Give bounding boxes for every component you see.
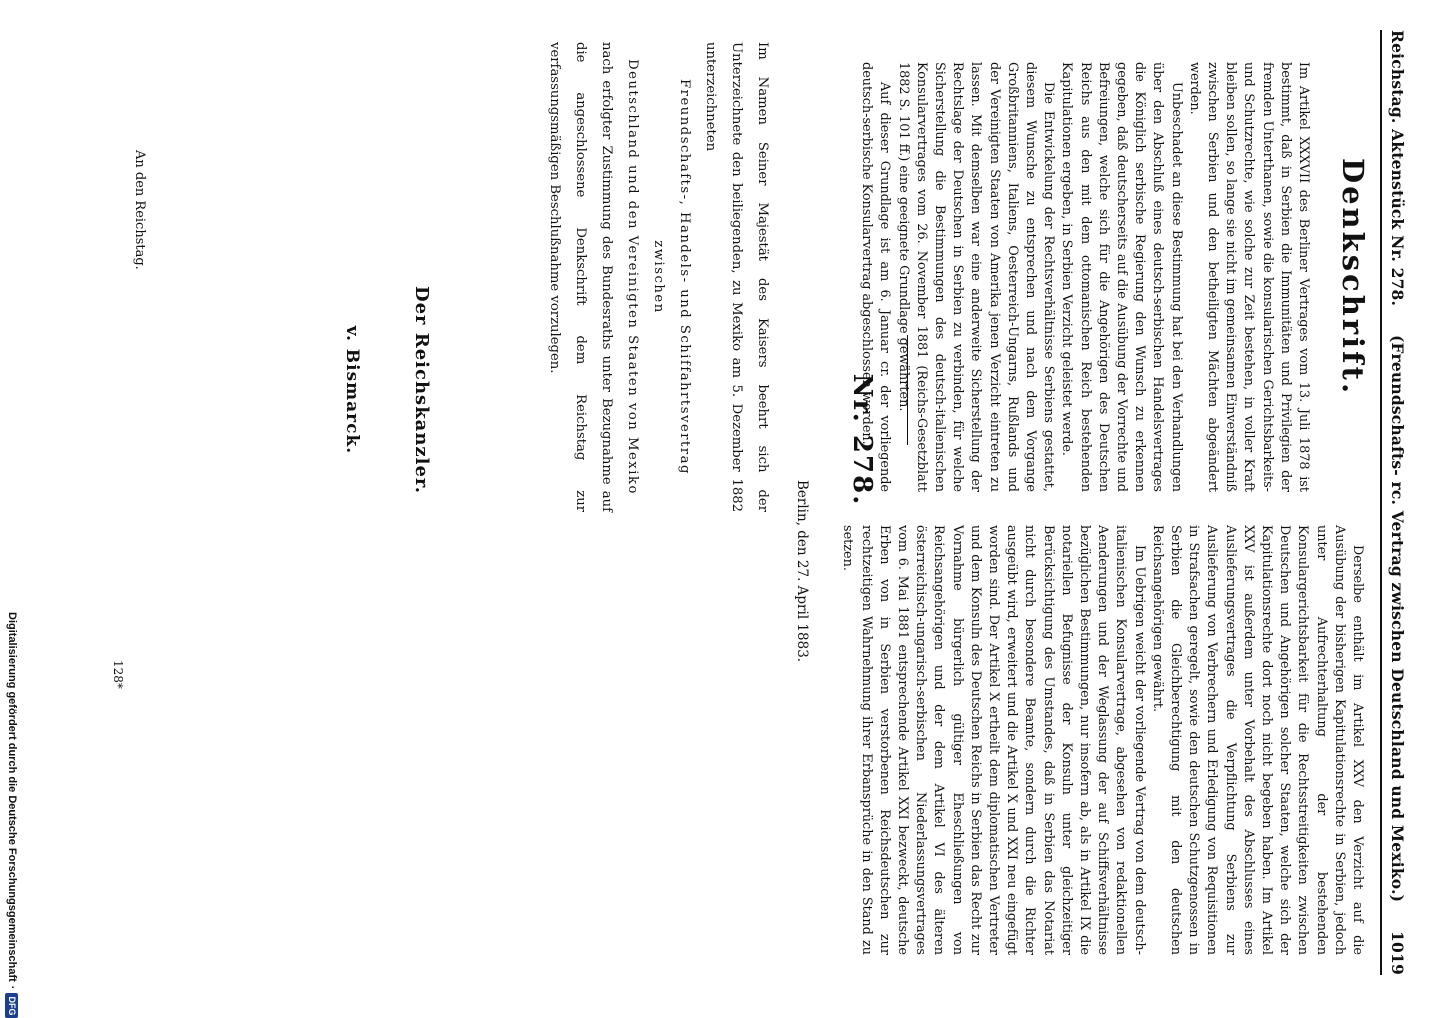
left-paragraph: Die Entwickelung der Rechtsverhältnisse Serbiens gestattet, diesem Wunsche zu entsprechen und nach dem Vorgange Großbritanniens, Italiens, Oesterreich-Ungarns, Rußlands und der Vereinigten Staaten von Amerika jenen Verzicht eintreten zu lassen. Mit demselben war eine anderweite Sicherstellung der Rechtslage der Deutschen in Serbien zu verbinden, für welche Sicherstellung die Bestimmungen des deutsch-italienischen Konsularvertrages vom 26. November 1881 (Reichs-Gesetzblatt 1882 S. 101 ff.) eine geeignete Grundlage gewährten. [895, 62, 1057, 492]
submission-intro: Im Namen Seiner Majestät des Kaisers beehrt sich der Unterzeichnete den beiliegenden, zu Mexiko am 5. Dezember 1882 unterzeichneten [703, 42, 770, 512]
right-paragraph: Im Uebrigen weicht der vorliegende Vertrag von dem deutsch-italienischen Konsularvertrage, abgesehen von redaktionellen Aenderungen und der Weglassung der auf Schiffsverhältnisse bezüglichen Bestimmungen, nur insofern ab, als in Artikel IX die notariellen Befugnisse der Konsuln unter gleichzeitiger Berücksichtigung des Umstandes, daß in Serbien das Notariat nicht durch besondere Beamte, sondern durch die Richter ausgeübt wird, erweitert und die Artikel X und XXI neu eingefügt worden sind. Der Artikel X ertheilt dem diplomatischen Vertreter und dem Konsuln des Deutschen Reichs in Serbien das Recht zur Vornahme bürgerlich gültiger Eheschließungen von Reichsangehörigen und der dem Artikel VI des älteren österreichisch-ungarisch-serbischen Niederlassungsvertrages vom 6. Mai 1881 entsprechende Artikel XXI bezweckt, deutsche Erben von in Serbien verstorbenen Reichsdeutschen zur rechtzeitigen Wahrnehmung ihrer Erbansprüche in den Stand zu setzen. [840, 525, 1147, 955]
treaty-title-line-2: Deutschland und den Vereinigten Staaten von Mexiko [625, 59, 640, 495]
treaty-title-line-1: Freundschafts-, Handels- und Schiffahrtsvertrag zwischen [651, 79, 692, 475]
submission-text [541, 42, 775, 512]
right-column [838, 525, 1366, 955]
credit-text-box [4, 612, 20, 1016]
header-right: (Freundschafts- rc. Vertrag zwischen Deutschland und Mexiko.) [1388, 334, 1408, 903]
header-rule [1380, 30, 1382, 975]
submission-rest: nach erfolgter Zustimmung des Bundesraths unter Bezugnahme auf die angeschlossene Denkschrift dem Reichstag zur verfassungsmäßigen Beschlußnahme vorzulegen. [547, 42, 614, 512]
addressee: An den Reichstag. [132, 150, 147, 270]
section-divider-rule [907, 335, 908, 445]
running-header [1378, 30, 1418, 975]
signature-office: Der Reichskanzler. [411, 285, 432, 495]
left-column [857, 62, 1312, 492]
left-paragraph: Auf dieser Grundlage ist am 6. Januar cr. der vorliegende deutsch-serbische Konsularvertrag abgeschlossen worden. [859, 62, 893, 492]
place-date: Berlin, den 27. April 1883. [794, 480, 810, 663]
header-left: Reichstag. Aktenstück Nr. 278. [1388, 30, 1408, 307]
right-paragraph: Derselbe enthält im Artikel XXV den Verzicht auf die Ausübung der bisherigen Kapitulationsrechte in Serbien, jedoch unter Aufrechterhaltung der bestehenden Konsulargerichtsbarkeit für die Rechtsstreitigkeiten zwischen Deutschen und Angehörigen solcher Staaten, welche sich der Kapitulationsrechte dort noch nicht begeben haben. Im Artikel XXV ist außerdem unter Vorbehalt des Abschlusses eines Auslieferungsvertrages die Verpflichtung Serbiens zur Auslieferung von Verbrechern und Erledigung von Requisitionen in Strafsachen geregelt, sowie den deutschen Schutzgenossen in Serbien die Gleichberechtigung mit den deutschen Reichsangehörigen gewährt. [1149, 525, 1365, 955]
signature-name: v. Bismarck. [342, 325, 362, 455]
dfg-logo: DFG [6, 993, 19, 1018]
left-paragraph: Im Artikel XXXVII des Berliner Vertrages vom 13. Juli 1878 ist bestimmt, daß in Serbien die Immunitäten und Privilegien der fremden Unterthanen, sowie die konsularischen Gerichtsbarkeits- und Schutzrechte, wie solche zur Zeit bestehen, in voller Kraft bleiben sollen, so lange sie nicht im gemeinsamen Einverständniß zwischen Serbien und den betheiligten Mächten abgeändert werden. [1186, 62, 1311, 492]
left-paragraph: Unbeschadet an diese Bestimmung hat bei den Verhandlungen über den Abschluß eines deutsch-serbischen Handelsvertrages die Königlich serbische Regierung den Wunsch zu erkennen gegeben, daß deutscherseits auf die Ausübung der Vorrechte und Befreiungen, welche sich für die Angehörigen des Deutschen Reichs aus den mit dem ottomanischen Reich bestehenden Kapitulationen ergeben, in Serbien Verzicht geleistet werde. [1059, 62, 1184, 492]
credit-line: Digitalisierung gefördert durch die Deutsche Forschungsgemeinschaft [6, 612, 18, 982]
credit-strip [0, 0, 28, 1016]
document-number-title: Nr. 278. [847, 373, 877, 507]
header-page-number: 1019 [1388, 931, 1408, 975]
credit-separator: · [6, 985, 18, 990]
document-title: Denkschrift. [1336, 157, 1370, 397]
footer-page-number: 128* [111, 660, 125, 689]
